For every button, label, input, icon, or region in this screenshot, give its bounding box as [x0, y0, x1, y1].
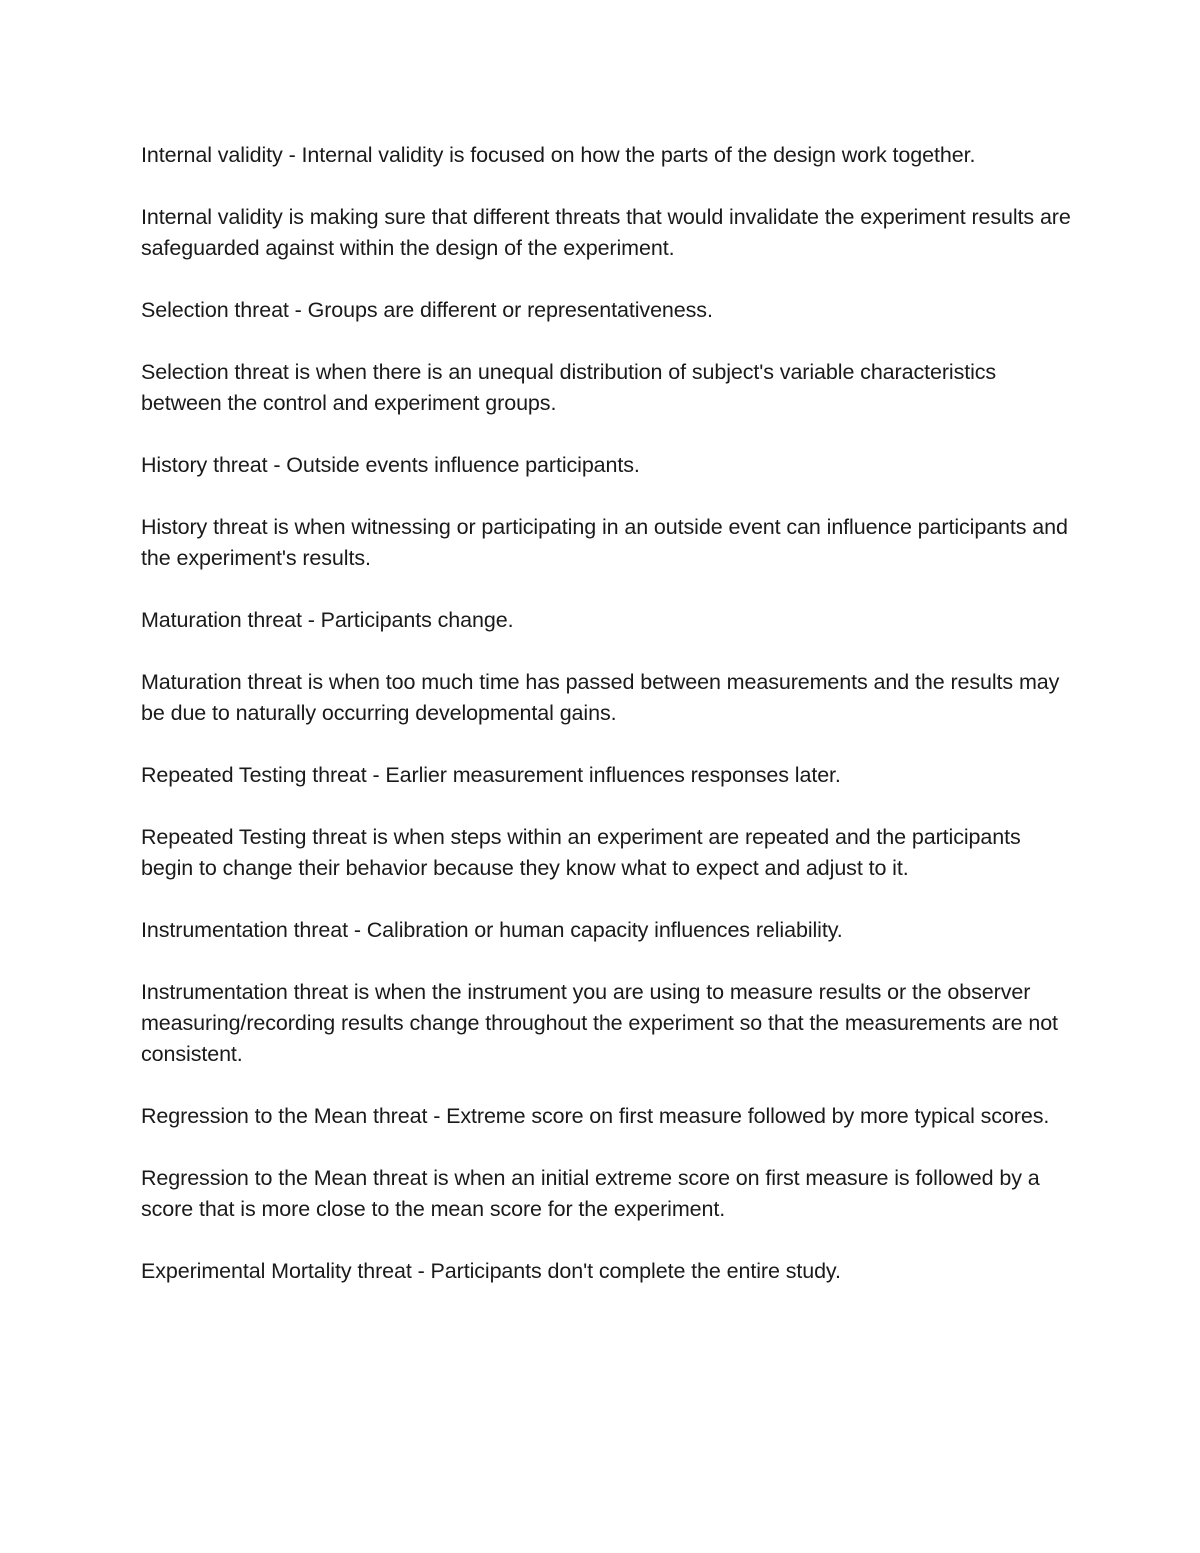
- paragraph-selection-threat-explanation: Selection threat is when there is an unequal distribution of subject's variable characteristics between the control and experiment groups.: [141, 360, 997, 415]
- paragraph-internal-validity-definition: Internal validity - Internal validity is focused on how the parts of the design work together.: [141, 143, 976, 167]
- paragraph-instrumentation-threat-explanation: Instrumentation threat is when the instrument you are using to measure results or the observer measuring/recording results change throughout the experiment so that the measurements are not consistent.: [141, 980, 1058, 1066]
- paragraph-maturation-threat-definition: Maturation threat - Participants change.: [141, 608, 514, 632]
- paragraph-internal-validity-explanation: Internal validity is making sure that different threats that would invalidate the experiment results are safeguarded against within the design of the experiment.: [141, 205, 1071, 260]
- paragraph-maturation-threat-explanation: Maturation threat is when too much time has passed between measurements and the results may be due to naturally occurring developmental gains.: [141, 670, 1060, 725]
- document-body: [141, 140, 1071, 1318]
- paragraph-instrumentation-threat-definition: Instrumentation threat - Calibration or human capacity influences reliability.: [141, 918, 843, 942]
- paragraph-regression-threat-explanation: Regression to the Mean threat is when an initial extreme score on first measure is followed by a score that is more close to the mean score for the experiment.: [141, 1166, 1040, 1221]
- paragraph-repeated-testing-threat-definition: Repeated Testing threat - Earlier measurement influences responses later.: [141, 763, 841, 787]
- paragraph-mortality-threat-definition: Experimental Mortality threat - Participants don't complete the entire study.: [141, 1259, 841, 1283]
- paragraph-selection-threat-definition: Selection threat - Groups are different or representativeness.: [141, 298, 713, 322]
- paragraph-repeated-testing-threat-explanation: Repeated Testing threat is when steps within an experiment are repeated and the participants begin to change their behavior because they know what to expect and adjust to it.: [141, 825, 1021, 880]
- paragraph-history-threat-explanation: History threat is when witnessing or participating in an outside event can influence participants and the experiment's results.: [141, 515, 1068, 570]
- paragraph-regression-threat-definition: Regression to the Mean threat - Extreme score on first measure followed by more typical scores.: [141, 1104, 1050, 1128]
- paragraph-history-threat-definition: History threat - Outside events influence participants.: [141, 453, 640, 477]
